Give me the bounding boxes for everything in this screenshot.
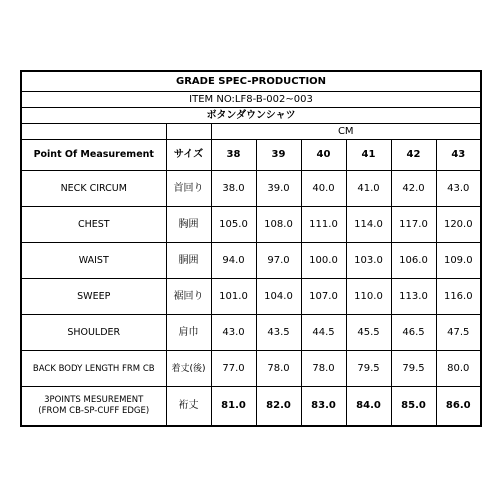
value-cell: 38.0 (211, 171, 256, 207)
size-header: サイズ (166, 140, 211, 171)
table-row (21, 171, 481, 207)
size-header-38: 38 (211, 140, 256, 171)
value-cell: 116.0 (436, 279, 481, 315)
value-cell: 42.0 (391, 171, 436, 207)
value-cell: 100.0 (301, 243, 346, 279)
spec-title: GRADE SPEC-PRODUCTION (21, 71, 481, 92)
measurement-name: SWEEP (21, 279, 166, 315)
table-row (21, 279, 481, 315)
measurement-jp-name: 肩巾 (166, 315, 211, 351)
value-cell: 40.0 (301, 171, 346, 207)
item-number: ITEM NO:LF8-B-002~003 (21, 92, 481, 108)
value-cell: 86.0 (436, 387, 481, 427)
measurement-name (21, 387, 166, 427)
size-header-39: 39 (256, 140, 301, 171)
measurement-name-line1: 3POINTS MESUREMENT (44, 395, 144, 405)
value-cell: 94.0 (211, 243, 256, 279)
value-cell: 45.5 (346, 315, 391, 351)
value-cell: 43.0 (211, 315, 256, 351)
measurement-jp-name: 裄丈 (166, 387, 211, 427)
value-cell: 82.0 (256, 387, 301, 427)
value-cell: 97.0 (256, 243, 301, 279)
measurement-jp-name: 着丈(後) (166, 351, 211, 387)
measurement-jp-name: 首回り (166, 171, 211, 207)
value-cell: 80.0 (436, 351, 481, 387)
size-header-41: 41 (346, 140, 391, 171)
value-cell: 46.5 (391, 315, 436, 351)
value-cell: 78.0 (301, 351, 346, 387)
table-row (21, 351, 481, 387)
value-cell: 104.0 (256, 279, 301, 315)
value-cell: 120.0 (436, 207, 481, 243)
blank-cell (166, 124, 211, 140)
measurement-name: NECK CIRCUM (21, 171, 166, 207)
grade-spec-table (20, 70, 482, 427)
unit-label: CM (211, 124, 481, 140)
measurement-name: SHOULDER (21, 315, 166, 351)
value-cell: 106.0 (391, 243, 436, 279)
value-cell: 103.0 (346, 243, 391, 279)
value-cell: 105.0 (211, 207, 256, 243)
measurement-jp-name: 胸囲 (166, 207, 211, 243)
value-cell: 114.0 (346, 207, 391, 243)
value-cell: 47.5 (436, 315, 481, 351)
blank-cell (21, 124, 166, 140)
product-name: ボタンダウンシャツ (21, 108, 481, 124)
value-cell: 85.0 (391, 387, 436, 427)
value-cell: 44.5 (301, 315, 346, 351)
value-cell: 113.0 (391, 279, 436, 315)
value-cell: 84.0 (346, 387, 391, 427)
value-cell: 101.0 (211, 279, 256, 315)
value-cell: 111.0 (301, 207, 346, 243)
value-cell: 83.0 (301, 387, 346, 427)
table-row (21, 387, 481, 427)
measurement-jp-name: 胴囲 (166, 243, 211, 279)
value-cell: 43.5 (256, 315, 301, 351)
value-cell: 110.0 (346, 279, 391, 315)
value-cell: 81.0 (211, 387, 256, 427)
value-cell: 41.0 (346, 171, 391, 207)
size-header-42: 42 (391, 140, 436, 171)
point-of-measurement-header: Point Of Measurement (21, 140, 166, 171)
measurement-name-line2: (FROM CB-SP-CUFF EDGE) (38, 406, 150, 416)
value-cell: 117.0 (391, 207, 436, 243)
value-cell: 79.5 (391, 351, 436, 387)
size-header-43: 43 (436, 140, 481, 171)
size-header-40: 40 (301, 140, 346, 171)
value-cell: 107.0 (301, 279, 346, 315)
value-cell: 43.0 (436, 171, 481, 207)
value-cell: 109.0 (436, 243, 481, 279)
value-cell: 79.5 (346, 351, 391, 387)
value-cell: 108.0 (256, 207, 301, 243)
table-row (21, 315, 481, 351)
value-cell: 77.0 (211, 351, 256, 387)
value-cell: 78.0 (256, 351, 301, 387)
measurement-name: BACK BODY LENGTH FRM CB (21, 351, 166, 387)
measurement-name: CHEST (21, 207, 166, 243)
measurement-name: WAIST (21, 243, 166, 279)
table-row (21, 243, 481, 279)
value-cell: 39.0 (256, 171, 301, 207)
measurement-jp-name: 裾回り (166, 279, 211, 315)
table-row (21, 207, 481, 243)
